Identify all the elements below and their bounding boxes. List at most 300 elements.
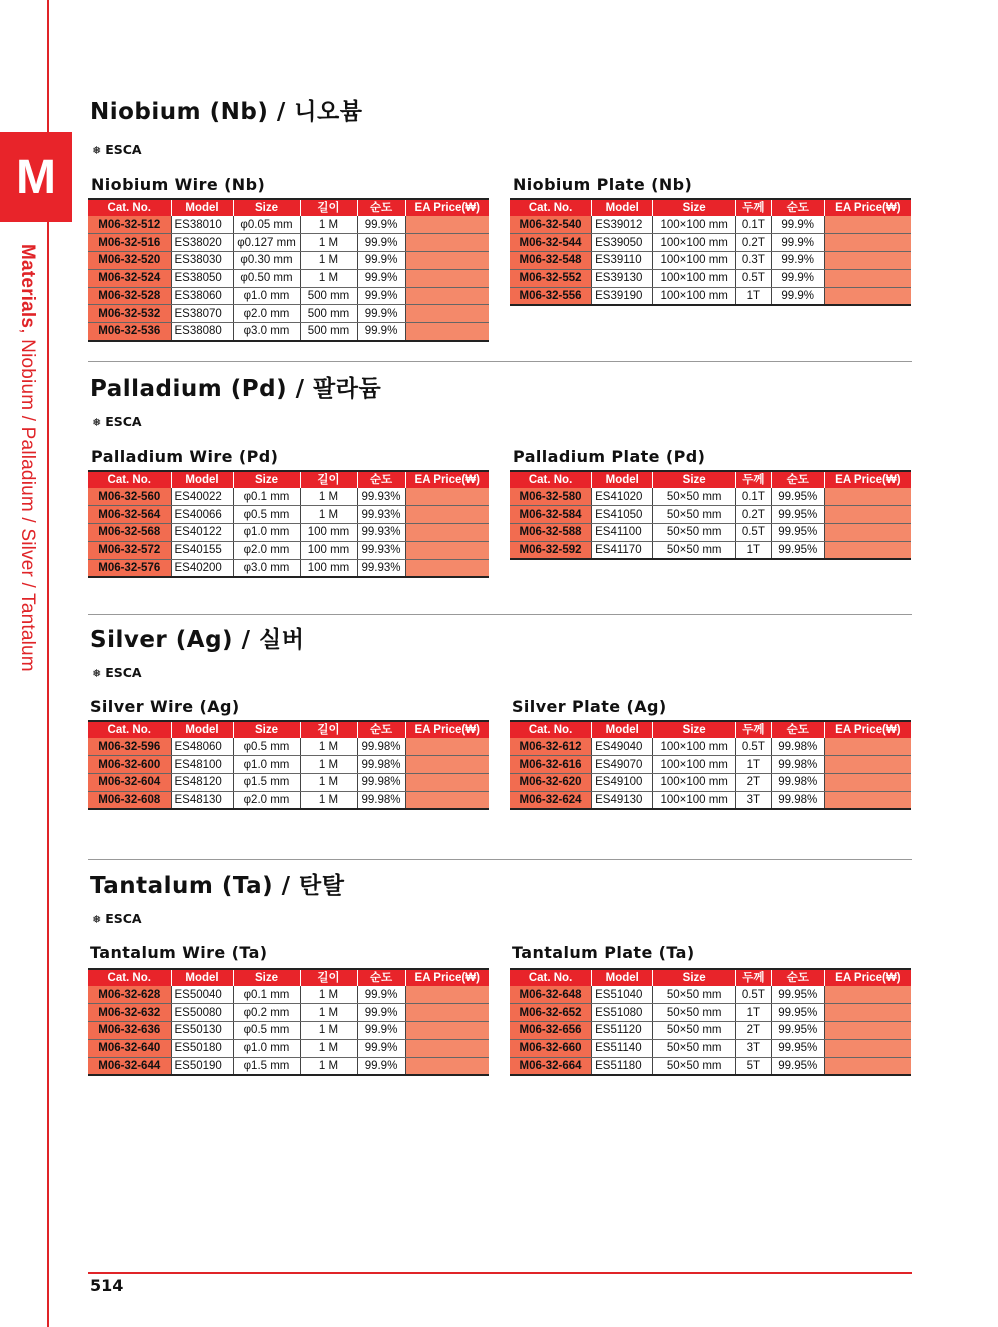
model-cell: ES38060 [171, 287, 233, 305]
size-cell: 100×100 mm [653, 287, 736, 305]
model-cell: ES49070 [592, 756, 653, 774]
cat-no-cell: M06-32-636 [88, 1022, 171, 1040]
cat-no-cell: M06-32-600 [88, 756, 171, 774]
table-row [88, 1057, 489, 1075]
length-cell: 2T [735, 1022, 771, 1040]
table-row [510, 506, 911, 524]
size-cell: φ1.0 mm [233, 287, 300, 305]
header-cat-no: Cat. No. [88, 471, 171, 488]
ea-price-cell [405, 1057, 489, 1075]
cat-no-cell: M06-32-536 [88, 323, 171, 341]
header-ea-price: EA Price(₩) [405, 199, 489, 216]
ea-price-cell [824, 1022, 911, 1040]
cat-no-cell: M06-32-532 [88, 305, 171, 323]
model-cell: ES48100 [171, 756, 233, 774]
header-purity: 순도 [771, 471, 824, 488]
table-row [88, 774, 489, 792]
length-cell: 0.5T [735, 524, 771, 542]
purity-cell: 99.9% [771, 216, 824, 234]
section-title: Silver (Ag) / 실버 [90, 627, 305, 653]
ea-price-cell [824, 234, 911, 252]
table-row [510, 1057, 911, 1075]
table-row [88, 488, 489, 506]
table-row [88, 287, 489, 305]
header-size: Size [653, 471, 736, 488]
size-cell: φ0.1 mm [233, 488, 300, 506]
ea-price-cell [405, 506, 489, 524]
header-model: Model [171, 199, 233, 216]
header-size: Size [233, 721, 300, 738]
length-cell: 1 M [300, 269, 357, 287]
table-header-row [88, 969, 489, 986]
size-cell: 50×50 mm [653, 488, 736, 506]
side-label-rest: , Niobium / Palladium / Silver / Tantalum [17, 328, 38, 672]
ea-price-cell [824, 1039, 911, 1057]
header-model: Model [171, 969, 233, 986]
header-ea-price: EA Price(₩) [405, 969, 489, 986]
ea-price-cell [405, 252, 489, 270]
length-cell: 1 M [300, 1004, 357, 1022]
table-header-row [510, 721, 911, 738]
header-purity: 순도 [357, 471, 405, 488]
cat-no-cell: M06-32-664 [510, 1057, 592, 1075]
length-cell: 500 mm [300, 287, 357, 305]
purity-cell: 99.95% [771, 488, 824, 506]
ea-price-cell [824, 252, 911, 270]
section-divider [88, 859, 912, 860]
table-header-row [510, 969, 911, 986]
length-cell: 3T [735, 1039, 771, 1057]
ea-price-cell [405, 738, 489, 756]
model-cell: ES50040 [171, 986, 233, 1004]
size-cell: φ2.0 mm [233, 791, 300, 809]
size-cell: 100×100 mm [653, 216, 736, 234]
header-purity: 순도 [771, 969, 824, 986]
cat-no-cell: M06-32-616 [510, 756, 592, 774]
model-cell: ES41170 [592, 541, 653, 559]
purity-cell: 99.95% [771, 541, 824, 559]
purity-cell: 99.98% [357, 738, 405, 756]
length-cell: 500 mm [300, 305, 357, 323]
length-cell: 5T [735, 1057, 771, 1075]
length-cell: 1 M [300, 252, 357, 270]
table-row [510, 488, 911, 506]
cat-no-cell: M06-32-580 [510, 488, 592, 506]
table-row [88, 506, 489, 524]
purity-cell: 99.95% [771, 1004, 824, 1022]
length-cell: 0.2T [735, 234, 771, 252]
length-cell: 1T [735, 756, 771, 774]
size-cell: 50×50 mm [653, 986, 736, 1004]
table-header-row [510, 471, 911, 488]
model-cell: ES51120 [592, 1022, 653, 1040]
wire-table-title: Palladium Wire (Pd) [91, 447, 279, 466]
brand-label [92, 142, 142, 157]
purity-cell: 99.9% [771, 234, 824, 252]
section-title: Palladium (Pd) / 팔라듐 [90, 376, 382, 402]
size-cell: φ0.5 mm [233, 506, 300, 524]
model-cell: ES51140 [592, 1039, 653, 1057]
header-length: 두께 [735, 471, 771, 488]
size-cell: φ3.0 mm [233, 559, 300, 577]
ea-price-cell [824, 756, 911, 774]
ea-price-cell [824, 738, 911, 756]
length-cell: 1 M [300, 1057, 357, 1075]
brand-name: ESCA [105, 911, 142, 926]
brand-name: ESCA [105, 665, 142, 680]
size-cell: 100×100 mm [653, 269, 736, 287]
model-cell: ES38030 [171, 252, 233, 270]
header-model: Model [592, 471, 653, 488]
purity-cell: 99.98% [771, 791, 824, 809]
cat-no-cell: M06-32-596 [88, 738, 171, 756]
purity-cell: 99.93% [357, 541, 405, 559]
ea-price-cell [405, 1039, 489, 1057]
purity-cell: 99.9% [357, 323, 405, 341]
model-cell: ES50180 [171, 1039, 233, 1057]
ea-price-cell [824, 506, 911, 524]
model-cell: ES48120 [171, 774, 233, 792]
purity-cell: 99.9% [771, 269, 824, 287]
cat-no-cell: M06-32-544 [510, 234, 592, 252]
header-purity: 순도 [357, 721, 405, 738]
table-row [88, 986, 489, 1004]
cat-no-cell: M06-32-552 [510, 269, 592, 287]
length-cell: 0.1T [735, 488, 771, 506]
table-row [510, 1004, 911, 1022]
table-row [88, 252, 489, 270]
ea-price-cell [824, 216, 911, 234]
cat-no-cell: M06-32-628 [88, 986, 171, 1004]
wire-table-title: Tantalum Wire (Ta) [90, 943, 268, 962]
length-cell: 1T [735, 287, 771, 305]
table-row [510, 287, 911, 305]
table-row [510, 738, 911, 756]
cat-no-cell: M06-32-604 [88, 774, 171, 792]
ea-price-cell [405, 216, 489, 234]
purity-cell: 99.93% [357, 488, 405, 506]
ea-price-cell [824, 269, 911, 287]
wire-table-title: Niobium Wire (Nb) [91, 175, 266, 194]
wire-table [88, 968, 489, 1076]
table-row [88, 269, 489, 287]
model-cell: ES40066 [171, 506, 233, 524]
header-ea-price: EA Price(₩) [824, 969, 911, 986]
cat-no-cell: M06-32-524 [88, 269, 171, 287]
header-model: Model [171, 721, 233, 738]
length-cell: 1 M [300, 791, 357, 809]
cat-no-cell: M06-32-640 [88, 1039, 171, 1057]
size-cell: 100×100 mm [653, 234, 736, 252]
purity-cell: 99.98% [771, 756, 824, 774]
model-cell: ES48130 [171, 791, 233, 809]
table-row [510, 524, 911, 542]
size-cell: φ0.5 mm [233, 1022, 300, 1040]
length-cell: 1 M [300, 756, 357, 774]
cat-no-cell: M06-32-644 [88, 1057, 171, 1075]
length-cell: 1 M [300, 216, 357, 234]
table-row [88, 524, 489, 542]
header-model: Model [592, 199, 653, 216]
header-purity: 순도 [771, 199, 824, 216]
purity-cell: 99.9% [771, 252, 824, 270]
section-tab-m [0, 132, 72, 222]
purity-cell: 99.9% [357, 1057, 405, 1075]
ea-price-cell [405, 1004, 489, 1022]
length-cell: 0.3T [735, 252, 771, 270]
purity-cell: 99.98% [771, 738, 824, 756]
purity-cell: 99.9% [357, 1004, 405, 1022]
cat-no-cell: M06-32-560 [88, 488, 171, 506]
cat-no-cell: M06-32-568 [88, 524, 171, 542]
header-cat-no: Cat. No. [88, 969, 171, 986]
brand-name: ESCA [105, 414, 142, 429]
size-cell: φ0.50 mm [233, 269, 300, 287]
snowflake-icon: ❅ [92, 144, 102, 157]
size-cell: 100×100 mm [653, 252, 736, 270]
ea-price-cell [405, 269, 489, 287]
length-cell: 1 M [300, 1022, 357, 1040]
side-label-bold: Materials [17, 244, 38, 329]
brand-name: ESCA [105, 142, 142, 157]
size-cell: 100×100 mm [653, 756, 736, 774]
cat-no-cell: M06-32-584 [510, 506, 592, 524]
table-row [88, 756, 489, 774]
model-cell: ES49040 [592, 738, 653, 756]
purity-cell: 99.93% [357, 506, 405, 524]
plate-table-title: Tantalum Plate (Ta) [512, 943, 695, 962]
model-cell: ES51180 [592, 1057, 653, 1075]
purity-cell: 99.9% [357, 234, 405, 252]
snowflake-icon: ❅ [92, 913, 102, 926]
cat-no-cell: M06-32-612 [510, 738, 592, 756]
header-size: Size [653, 969, 736, 986]
table-header-row [88, 199, 489, 216]
purity-cell: 99.95% [771, 1022, 824, 1040]
ea-price-cell [824, 541, 911, 559]
header-length: 길이 [300, 721, 357, 738]
model-cell: ES51080 [592, 1004, 653, 1022]
model-cell: ES41050 [592, 506, 653, 524]
purity-cell: 99.95% [771, 1039, 824, 1057]
ea-price-cell [824, 1057, 911, 1075]
model-cell: ES38080 [171, 323, 233, 341]
length-cell: 500 mm [300, 323, 357, 341]
length-cell: 0.2T [735, 506, 771, 524]
size-cell: φ0.1 mm [233, 986, 300, 1004]
table-row [88, 559, 489, 577]
plate-table [510, 198, 911, 306]
table-row [510, 234, 911, 252]
plate-table [510, 968, 911, 1076]
purity-cell: 99.9% [357, 216, 405, 234]
model-cell: ES50130 [171, 1022, 233, 1040]
cat-no-cell: M06-32-620 [510, 774, 592, 792]
model-cell: ES49100 [592, 774, 653, 792]
size-cell: φ2.0 mm [233, 305, 300, 323]
table-row [510, 1022, 911, 1040]
purity-cell: 99.9% [357, 269, 405, 287]
table-row [510, 774, 911, 792]
header-size: Size [653, 199, 736, 216]
purity-cell: 99.9% [357, 1039, 405, 1057]
ea-price-cell [405, 1022, 489, 1040]
length-cell: 1 M [300, 1039, 357, 1057]
model-cell: ES38050 [171, 269, 233, 287]
wire-table [88, 720, 489, 810]
ea-price-cell [405, 791, 489, 809]
plate-table-title: Niobium Plate (Nb) [513, 175, 693, 194]
ea-price-cell [824, 524, 911, 542]
size-cell: 50×50 mm [653, 506, 736, 524]
brand-label [92, 414, 142, 429]
section-tantalum [88, 867, 912, 1087]
table-header-row [88, 471, 489, 488]
side-category-label [16, 244, 38, 672]
purity-cell: 99.9% [357, 1022, 405, 1040]
size-cell: 50×50 mm [653, 1022, 736, 1040]
length-cell: 3T [735, 791, 771, 809]
plate-table [510, 720, 911, 810]
header-purity: 순도 [771, 721, 824, 738]
snowflake-icon: ❅ [92, 416, 102, 429]
table-row [88, 216, 489, 234]
brand-label [92, 665, 142, 680]
purity-cell: 99.9% [357, 305, 405, 323]
purity-cell: 99.95% [771, 1057, 824, 1075]
section-tab-letter: M [16, 150, 56, 204]
header-ea-price: EA Price(₩) [824, 199, 911, 216]
cat-no-cell: M06-32-588 [510, 524, 592, 542]
cat-no-cell: M06-32-652 [510, 1004, 592, 1022]
purity-cell: 99.9% [771, 287, 824, 305]
purity-cell: 99.98% [357, 791, 405, 809]
model-cell: ES41020 [592, 488, 653, 506]
plate-table-title: Palladium Plate (Pd) [513, 447, 706, 466]
table-header-row [88, 721, 489, 738]
ea-price-cell [405, 986, 489, 1004]
length-cell: 0.1T [735, 216, 771, 234]
table-row [88, 305, 489, 323]
cat-no-cell: M06-32-540 [510, 216, 592, 234]
purity-cell: 99.93% [357, 559, 405, 577]
model-cell: ES38020 [171, 234, 233, 252]
header-model: Model [592, 969, 653, 986]
cat-no-cell: M06-32-516 [88, 234, 171, 252]
cat-no-cell: M06-32-564 [88, 506, 171, 524]
ea-price-cell [405, 756, 489, 774]
header-ea-price: EA Price(₩) [824, 471, 911, 488]
size-cell: φ1.0 mm [233, 1039, 300, 1057]
cat-no-cell: M06-32-592 [510, 541, 592, 559]
length-cell: 100 mm [300, 559, 357, 577]
ea-price-cell [405, 524, 489, 542]
table-row [88, 1039, 489, 1057]
cat-no-cell: M06-32-648 [510, 986, 592, 1004]
ea-price-cell [824, 791, 911, 809]
length-cell: 0.5T [735, 738, 771, 756]
purity-cell: 99.9% [357, 287, 405, 305]
purity-cell: 99.98% [357, 774, 405, 792]
model-cell: ES40022 [171, 488, 233, 506]
footer-rule [88, 1272, 912, 1274]
header-model: Model [592, 721, 653, 738]
header-length: 길이 [300, 199, 357, 216]
purity-cell: 99.93% [357, 524, 405, 542]
size-cell: 50×50 mm [653, 1039, 736, 1057]
model-cell: ES38070 [171, 305, 233, 323]
model-cell: ES48060 [171, 738, 233, 756]
header-size: Size [233, 471, 300, 488]
size-cell: φ1.5 mm [233, 1057, 300, 1075]
size-cell: φ0.2 mm [233, 1004, 300, 1022]
length-cell: 100 mm [300, 541, 357, 559]
section-title: Tantalum (Ta) / 탄탈 [90, 873, 345, 899]
cat-no-cell: M06-32-520 [88, 252, 171, 270]
header-size: Size [233, 969, 300, 986]
ea-price-cell [824, 774, 911, 792]
model-cell: ES39050 [592, 234, 653, 252]
ea-price-cell [405, 774, 489, 792]
header-ea-price: EA Price(₩) [824, 721, 911, 738]
cat-no-cell: M06-32-608 [88, 791, 171, 809]
length-cell: 2T [735, 774, 771, 792]
model-cell: ES50190 [171, 1057, 233, 1075]
purity-cell: 99.95% [771, 986, 824, 1004]
table-row [88, 1004, 489, 1022]
size-cell: φ1.5 mm [233, 774, 300, 792]
size-cell: φ1.0 mm [233, 756, 300, 774]
model-cell: ES38010 [171, 216, 233, 234]
purity-cell: 99.9% [357, 986, 405, 1004]
section-title: Niobium (Nb) / 니오븀 [90, 99, 363, 125]
plate-table [510, 470, 911, 560]
section-palladium [88, 370, 912, 580]
cat-no-cell: M06-32-632 [88, 1004, 171, 1022]
model-cell: ES39190 [592, 287, 653, 305]
ea-price-cell [824, 986, 911, 1004]
purity-cell: 99.98% [771, 774, 824, 792]
header-length: 두께 [735, 721, 771, 738]
length-cell: 1 M [300, 234, 357, 252]
size-cell: 50×50 mm [653, 541, 736, 559]
ea-price-cell [405, 541, 489, 559]
model-cell: ES41100 [592, 524, 653, 542]
wire-table [88, 198, 489, 342]
size-cell: 50×50 mm [653, 1057, 736, 1075]
header-cat-no: Cat. No. [88, 199, 171, 216]
section-divider [88, 614, 912, 615]
length-cell: 1 M [300, 774, 357, 792]
header-ea-price: EA Price(₩) [405, 471, 489, 488]
ea-price-cell [824, 488, 911, 506]
header-length: 길이 [300, 969, 357, 986]
length-cell: 1T [735, 1004, 771, 1022]
cat-no-cell: M06-32-528 [88, 287, 171, 305]
table-row [88, 541, 489, 559]
table-row [88, 1022, 489, 1040]
size-cell: 50×50 mm [653, 524, 736, 542]
header-cat-no: Cat. No. [510, 969, 592, 986]
cat-no-cell: M06-32-576 [88, 559, 171, 577]
model-cell: ES40122 [171, 524, 233, 542]
table-row [88, 791, 489, 809]
table-row [510, 541, 911, 559]
ea-price-cell [405, 559, 489, 577]
size-cell: 100×100 mm [653, 774, 736, 792]
purity-cell: 99.98% [357, 756, 405, 774]
header-length: 두께 [735, 199, 771, 216]
